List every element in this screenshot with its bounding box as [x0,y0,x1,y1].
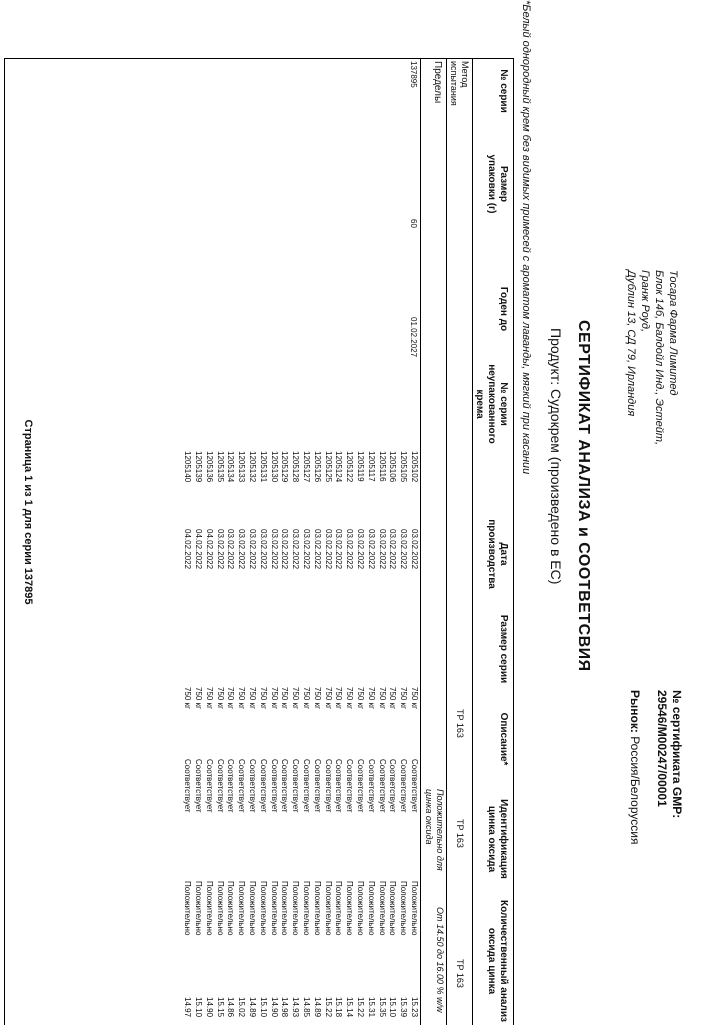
header-series: № серии [498,69,509,113]
row-19-size: 750 кг [215,687,225,709]
row-9-bulk: 1205125 [323,451,333,483]
row-15-bulk: 1205131 [258,451,268,483]
header-pack-size: Размер упаковки (г) [486,154,509,214]
row-22-date: 04.02.2022 [183,529,193,570]
row-1-size: 750 кг [410,687,419,709]
row-1-date: 03.02.2022 [410,529,419,570]
row-19-desc: Соответствует [215,759,225,813]
row-14-desc: Соответствует [269,759,279,813]
row-10-desc: Соответствует [312,759,322,813]
row-3-size: 750 кг [388,687,398,709]
lot-pack-size: 60 [409,219,418,228]
batch-size-column [181,687,419,709]
row-13-size: 750 кг [280,687,290,709]
market-value: Россия/Белоруссия [628,736,642,845]
row-5-ident: Положительно [366,881,376,936]
row-15-size: 750 кг [258,687,268,709]
row-20-assay: 14.90 [204,997,214,1018]
row-10-size: 750 кг [312,687,322,709]
header-identification: Идентификация цинка оксида [486,799,509,879]
row-17-desc: Соответствует [237,759,247,813]
row-22-size: 750 кг [183,687,193,709]
row-6-bulk: 1205119 [356,451,366,482]
row-3-desc: Соответствует [388,759,398,813]
row-21-assay: 15.10 [194,997,204,1018]
header-description: Описание* [498,712,509,766]
row-4-assay: 15.35 [377,997,387,1018]
limits-identification: Положительно для цинка оксида [424,789,445,871]
row-17-ident: Положительно [237,881,247,936]
row-22-assay: 14.97 [183,997,193,1018]
row-12-assay: 14.93 [291,997,301,1018]
row-8-assay: 15.18 [334,997,344,1018]
row-13-assay: 14.98 [280,997,290,1018]
gmp-certificate [654,690,684,818]
gmp-label: № сертификата GMP: [670,690,684,819]
header-batch-size: Размер серии [498,614,509,684]
row-3-ident: Положительно [388,881,398,936]
row-14-assay: 14.90 [269,997,279,1018]
row-7-size: 750 кг [345,687,355,709]
row-15-desc: Соответствует [258,759,268,813]
row-14-ident: Положительно [269,881,279,936]
header-divider [472,59,473,1025]
company-name: Тосара Фарма Лимитед [667,270,679,396]
row-12-ident: Положительно [291,881,301,936]
row-15-ident: Положительно [258,881,268,936]
method-divider [446,59,447,1025]
row-12-bulk: 1205128 [291,451,301,483]
assay-column [181,997,419,1017]
row-14-size: 750 кг [269,687,279,709]
limits-divider [420,59,421,1025]
row-2-bulk: 1205105 [399,451,409,483]
row-8-bulk: 1205124 [334,451,344,483]
method-label: Метод испытания [449,61,470,106]
row-11-size: 750 кг [302,687,312,709]
row-10-bulk: 1205126 [312,451,322,483]
row-13-ident: Положительно [280,881,290,936]
row-13-date: 03.02.2022 [280,529,290,570]
row-6-desc: Соответствует [356,759,366,813]
row-12-date: 03.02.2022 [291,529,301,570]
row-5-size: 750 кг [366,687,376,709]
row-9-desc: Соответствует [323,759,333,813]
row-16-assay: 14.89 [248,997,258,1018]
row-18-date: 03.02.2022 [226,529,236,570]
row-10-ident: Положительно [312,881,322,936]
row-16-date: 03.02.2022 [248,529,258,570]
row-21-date: 04.02.2022 [194,529,204,570]
row-4-bulk: 1205116 [377,451,387,482]
lot-series: 137895 [409,61,418,88]
row-1-bulk: 1205102 [410,451,419,483]
row-14-date: 03.02.2022 [269,529,279,570]
header-expiry: Годен до [498,286,509,332]
row-20-size: 750 кг [204,687,214,709]
row-8-desc: Соответствует [334,759,344,813]
row-7-date: 03.02.2022 [345,529,355,570]
row-10-date: 03.02.2022 [312,529,322,570]
row-5-desc: Соответствует [366,759,376,813]
row-17-date: 03.02.2022 [237,529,247,570]
row-17-size: 750 кг [237,687,247,709]
row-21-desc: Соответствует [194,759,204,813]
row-5-date: 03.02.2022 [366,529,376,570]
row-2-ident: Положительно [399,881,409,936]
row-19-assay: 15.15 [215,997,225,1018]
row-9-assay: 15.22 [323,997,333,1018]
row-5-bulk: 1205117 [366,451,376,482]
lot-expiry: 01.02.2027 [409,317,418,358]
header-bulk-series: № серии неупакованного крема [474,364,509,444]
bulk-series-column [181,451,419,482]
row-4-size: 750 кг [377,687,387,709]
row-9-date: 03.02.2022 [323,529,333,570]
row-1-desc: Соответствует [410,759,419,813]
row-2-date: 03.02.2022 [399,529,409,570]
method-assay: TP 163 [455,959,465,988]
row-14-bulk: 1205130 [269,451,279,483]
row-18-size: 750 кг [226,687,236,709]
row-3-assay: 15.10 [388,997,398,1018]
row-19-date: 03.02.2022 [215,529,225,570]
address-line-2: Гранж Роуд, [639,270,651,333]
row-16-desc: Соответствует [248,759,258,813]
row-22-bulk: 1205140 [183,451,193,483]
row-22-ident: Положительно [183,881,193,936]
method-description: TP 163 [455,709,465,738]
row-16-bulk: 1205132 [248,451,258,483]
row-20-desc: Соответствует [204,759,214,813]
header-mfg-date: Дата производства [486,519,509,589]
row-19-bulk: 1205135 [215,451,225,483]
limits-assay: От 14.50 до 16.00 % w/w [435,907,445,1013]
document-title: СЕРТИФИКАТ АНАЛИЗА и СООТВЕТСВИЯ [575,320,592,672]
row-1-ident: Положительно [410,881,419,936]
row-4-ident: Положительно [377,881,387,936]
row-9-ident: Положительно [323,881,333,936]
description-column [181,759,419,813]
header-assay: Количественный анализ оксида цинка [486,900,509,1022]
row-12-desc: Соответствует [291,759,301,813]
row-11-assay: 14.85 [302,997,312,1018]
row-9-size: 750 кг [323,687,333,709]
description-footnote: *Белый однородный крем без видимых примесей с ароматом лаванды, мягкий при касании [520,0,532,475]
row-15-date: 03.02.2022 [258,529,268,570]
row-1-assay: 15.23 [410,997,419,1018]
row-6-ident: Положительно [356,881,366,936]
gmp-number: 29546/M00247/00001 [655,690,669,807]
row-2-desc: Соответствует [399,759,409,813]
row-13-desc: Соответствует [280,759,290,813]
row-7-ident: Положительно [345,881,355,936]
row-8-size: 750 кг [334,687,344,709]
row-7-desc: Соответствует [345,759,355,813]
row-3-bulk: 1205106 [388,451,398,483]
row-2-size: 750 кг [399,687,409,709]
row-5-assay: 15.31 [366,997,376,1018]
row-7-bulk: 1205122 [345,451,355,483]
row-18-bulk: 1205134 [226,451,236,483]
row-6-assay: 15.22 [356,997,366,1018]
address-line-1: Блок 14б, Балдойл Инд., Эстейт, [653,270,665,445]
mfg-date-column [181,529,419,569]
row-16-size: 750 кг [248,687,258,709]
row-21-ident: Положительно [194,881,204,936]
row-13-bulk: 1205129 [280,451,290,483]
row-6-date: 03.02.2022 [356,529,366,570]
row-18-ident: Положительно [226,881,236,936]
row-8-date: 03.02.2022 [334,529,344,570]
row-11-date: 03.02.2022 [302,529,312,570]
row-22-desc: Соответствует [183,759,193,813]
row-21-bulk: 1205139 [194,451,204,483]
row-4-date: 03.02.2022 [377,529,387,570]
row-18-desc: Соответствует [226,759,236,813]
row-20-date: 04.02.2022 [204,529,214,570]
market-label: Рынок: [628,690,642,733]
row-17-assay: 15.02 [237,997,247,1018]
row-11-ident: Положительно [302,881,312,936]
market-info [628,690,642,844]
row-19-ident: Положительно [215,881,225,936]
row-11-bulk: 1205127 [302,451,312,483]
analysis-table [4,58,514,1025]
address-line-3: Дублин 13, СД 79, Ирландия [625,270,637,417]
row-2-assay: 15.39 [399,997,409,1018]
row-20-bulk: 1205136 [204,451,214,483]
row-20-ident: Положительно [204,881,214,936]
row-21-size: 750 кг [194,687,204,709]
method-identification: TP 163 [455,819,465,848]
row-11-desc: Соответствует [302,759,312,813]
product-name: Продукт: Судокрем (произведено в ЕС) [548,328,564,585]
company-address [624,270,680,445]
row-7-assay: 15.14 [345,997,355,1018]
row-8-ident: Положительно [334,881,344,936]
row-16-ident: Положительно [248,881,258,936]
limits-label: Пределы [432,61,443,104]
row-18-assay: 14.86 [226,997,236,1018]
row-4-desc: Соответствует [377,759,387,813]
page-footer: Страница 1 из 1 для серии 137895 [22,419,34,605]
row-3-date: 03.02.2022 [388,529,398,570]
row-6-size: 750 кг [356,687,366,709]
row-15-assay: 15.10 [258,997,268,1018]
row-17-bulk: 1205133 [237,451,247,483]
row-12-size: 750 кг [291,687,301,709]
row-10-assay: 14.89 [312,997,322,1018]
identification-column [181,881,419,935]
